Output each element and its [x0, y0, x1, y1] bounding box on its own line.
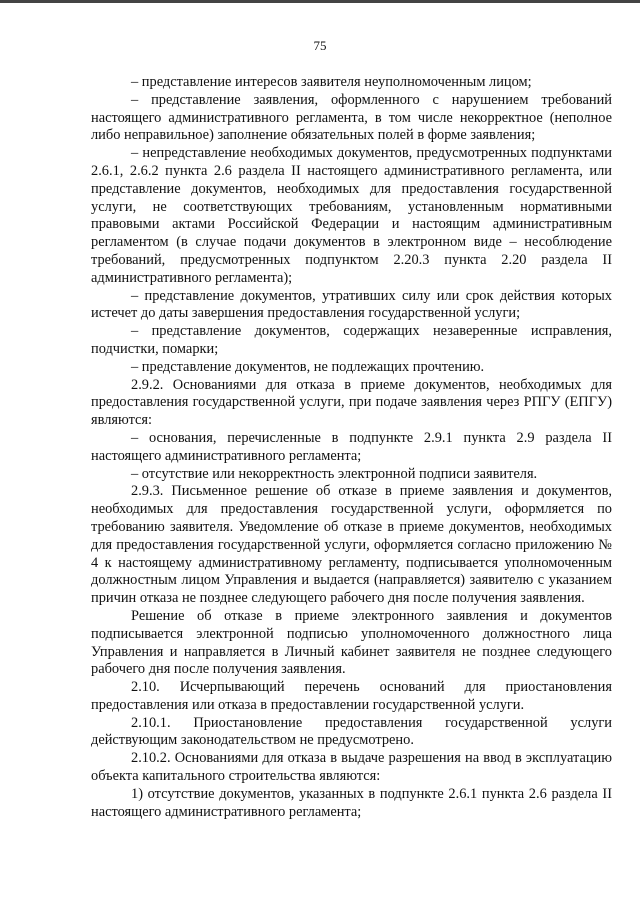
- paragraph: 2.9.2. Основаниями для отказа в приеме документов, необходимых для предоставления государственной услуги, при подаче заявления через РПГУ (ЕПГУ) являются:: [91, 376, 612, 429]
- paragraph: – представление документов, утративших силу или срок действия которых истечет до даты завершения предоставления государственной услуги;: [91, 287, 612, 322]
- paragraph: – представление интересов заявителя неуполномоченным лицом;: [131, 74, 532, 90]
- body-text: [91, 74, 612, 821]
- scan-edge-line: [0, 0, 640, 3]
- paragraph: – непредставление необходимых документов, предусмотренных подпунктами 2.6.1, 2.6.2 пункта 2.6 раздела II настоящего административного регламента, или представление документов, необходимых для предоставления государственной услуги, не соответствующих требованиям, установленным нормативными правовыми актами Российской Федерации и настоящим административным регламентом (в случае подачи документов в электронном виде – несоблюдение требований, предусмотренных подпунктом 2.20.3 пункта 2.20 раздела II административного регламента);: [91, 145, 612, 286]
- paragraph: – отсутствие или некорректность электронной подписи заявителя.: [131, 465, 538, 482]
- paragraph: Решение об отказе в приеме электронного заявления и документов подписывается электронной подписью уполномоченного должностного лица Управления и направляется в Личный кабинет заявителя не позднее следующего рабочего дня после получения заявления.: [91, 607, 612, 678]
- paragraph: 2.10.2. Основаниями для отказа в выдаче разрешения на ввод в эксплуатацию объекта капитального строительства являются:: [91, 750, 612, 785]
- paragraph: 1) отсутствие документов, указанных в подпункте 2.6.1 пункта 2.6 раздела II настоящего административного регламента;: [91, 785, 612, 820]
- paragraph: – представление документов, не подлежащих прочтению.: [131, 358, 485, 375]
- paragraph: 2.9.3. Письменное решение об отказе в приеме заявления и документов, необходимых для предоставления государственной услуги, оформляется по требованию заявителя. Уведомление об отказе в приеме документов, необходимых для предоставления государственной услуги, оформляется согласно приложению № 4 к настоящему административному регламенту, подписывается уполномоченным должностным лицом Управления и выдается (направляется) заявителю с указанием причин отказа не позднее следующего рабочего дня после получения заявления.: [91, 483, 612, 607]
- paragraph: – основания, перечисленные в подпункте 2.9.1 пункта 2.9 раздела II настоящего административного регламента;: [91, 429, 612, 464]
- paragraph: 2.10.1. Приостановление предоставления государственной услуги действующим законодательством не предусмотрено.: [91, 714, 612, 749]
- paragraph: – представление документов, содержащих незаверенные исправления, подчистки, помарки;: [91, 323, 612, 357]
- paragraph: 2.10. Исчерпывающий перечень оснований для приостановления предоставления или отказа в предоставлении государственной услуги.: [91, 679, 612, 713]
- page-number: 75: [313, 38, 327, 53]
- paragraph: – представление заявления, оформленного с нарушением требований настоящего административного регламента, в том числе некорректное (неполное либо неправильное) заполнение обязательных полей в форме заявления;: [91, 91, 612, 144]
